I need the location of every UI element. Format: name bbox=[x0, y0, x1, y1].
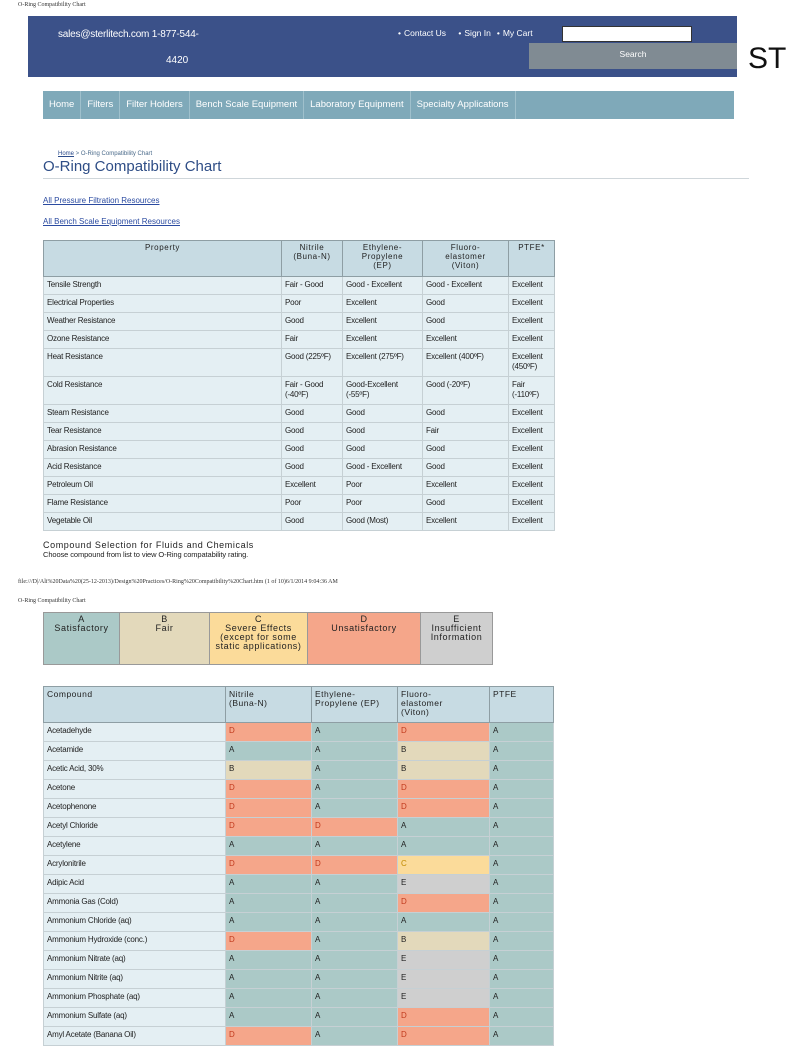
property-value-cell: Good bbox=[282, 405, 343, 423]
compound-name-cell: Adipic Acid bbox=[44, 875, 226, 894]
legend-cell-a bbox=[44, 613, 120, 665]
property-name-cell: Acid Resistance bbox=[44, 459, 282, 477]
property-value-cell: Good bbox=[282, 423, 343, 441]
rating-cell: A bbox=[312, 913, 398, 932]
property-row bbox=[44, 405, 555, 423]
property-value-cell: Poor bbox=[282, 295, 343, 313]
compound-name-cell: Acetylene bbox=[44, 837, 226, 856]
property-value-cell: Excellent (450ºF) bbox=[509, 349, 555, 377]
property-value-cell: Excellent bbox=[509, 423, 555, 441]
rating-cell: A bbox=[490, 837, 554, 856]
rating-cell: A bbox=[312, 723, 398, 742]
property-name-cell: Heat Resistance bbox=[44, 349, 282, 377]
compound-name-cell: Ammonium Phosphate (aq) bbox=[44, 989, 226, 1008]
property-value-cell: Excellent bbox=[509, 313, 555, 331]
property-value-cell: Excellent bbox=[423, 477, 509, 495]
legend-code: E bbox=[453, 614, 460, 624]
contact-us-link[interactable]: Contact Us bbox=[403, 28, 447, 38]
property-name-cell: Petroleum Oil bbox=[44, 477, 282, 495]
property-value-cell: Fair bbox=[282, 331, 343, 349]
property-value-cell: Excellent bbox=[343, 313, 423, 331]
legend-cell-e bbox=[421, 613, 493, 665]
compat-header-cell: Ethylene- Propylene (EP) bbox=[312, 687, 398, 723]
property-value-cell: Good - Excellent bbox=[343, 277, 423, 295]
rating-cell: A bbox=[490, 913, 554, 932]
compound-name-cell: Acetadehyde bbox=[44, 723, 226, 742]
rating-cell: E bbox=[398, 951, 490, 970]
property-value-cell: Good bbox=[282, 459, 343, 477]
rating-cell: A bbox=[490, 761, 554, 780]
print-header-page2: O-Ring Compatibility Chart bbox=[18, 598, 86, 604]
rating-cell: B bbox=[398, 761, 490, 780]
rating-cell: A bbox=[312, 742, 398, 761]
compound-name-cell: Acetic Acid, 30% bbox=[44, 761, 226, 780]
rating-cell: D bbox=[398, 799, 490, 818]
contact-phone-suffix: 4420 bbox=[166, 55, 189, 66]
property-value-cell: Good (225ºF) bbox=[282, 349, 343, 377]
search-input[interactable] bbox=[562, 26, 692, 42]
sign-in-link[interactable]: Sign In bbox=[464, 28, 491, 38]
property-value-cell: Good (Most) bbox=[343, 513, 423, 531]
rating-cell: A bbox=[226, 894, 312, 913]
title-divider bbox=[43, 178, 749, 179]
rating-cell: E bbox=[398, 970, 490, 989]
compound-row bbox=[44, 932, 554, 951]
compat-header-cell: Compound bbox=[44, 687, 226, 723]
rating-cell: D bbox=[312, 818, 398, 837]
property-value-cell: Excellent bbox=[509, 277, 555, 295]
property-row bbox=[44, 349, 555, 377]
property-row bbox=[44, 477, 555, 495]
rating-cell: A bbox=[312, 951, 398, 970]
property-header-cell: Fluoro- elastomer (Viton) bbox=[423, 241, 509, 277]
legend-text: Fair bbox=[155, 623, 174, 633]
compound-row bbox=[44, 723, 554, 742]
compound-name-cell: Ammonia Gas (Cold) bbox=[44, 894, 226, 913]
property-value-cell: Excellent bbox=[509, 405, 555, 423]
property-value-cell: Good bbox=[343, 441, 423, 459]
compound-selection-title: Compound Selection for Fluids and Chemicals bbox=[43, 540, 254, 550]
property-name-cell: Electrical Properties bbox=[44, 295, 282, 313]
property-value-cell: Good bbox=[343, 423, 423, 441]
property-name-cell: Vegetable Oil bbox=[44, 513, 282, 531]
property-value-cell: Good - Excellent bbox=[343, 459, 423, 477]
property-value-cell: Excellent bbox=[509, 441, 555, 459]
rating-cell: A bbox=[398, 818, 490, 837]
property-value-cell: Excellent bbox=[509, 459, 555, 477]
rating-cell: A bbox=[312, 799, 398, 818]
breadcrumb-separator: > bbox=[74, 151, 81, 157]
property-name-cell: Flame Resistance bbox=[44, 495, 282, 513]
property-value-cell: Good - Excellent bbox=[423, 277, 509, 295]
compound-row bbox=[44, 799, 554, 818]
property-value-cell: Good bbox=[282, 513, 343, 531]
rating-cell: A bbox=[312, 932, 398, 951]
rating-cell: D bbox=[398, 1027, 490, 1046]
top-bar bbox=[28, 16, 737, 77]
rating-cell: E bbox=[398, 989, 490, 1008]
property-value-cell: Excellent bbox=[423, 513, 509, 531]
compound-row bbox=[44, 780, 554, 799]
property-header-cell: Nitrile (Buna-N) bbox=[282, 241, 343, 277]
rating-cell: A bbox=[312, 989, 398, 1008]
property-name-cell: Abrasion Resistance bbox=[44, 441, 282, 459]
property-value-cell: Excellent (275ºF) bbox=[343, 349, 423, 377]
brand-logo[interactable]: ST bbox=[748, 42, 786, 75]
compound-row bbox=[44, 970, 554, 989]
rating-cell: A bbox=[226, 875, 312, 894]
property-value-cell: Good bbox=[423, 459, 509, 477]
property-value-cell: Good bbox=[423, 495, 509, 513]
rating-cell: A bbox=[312, 1008, 398, 1027]
property-value-cell: Fair bbox=[423, 423, 509, 441]
property-value-cell: Excellent bbox=[509, 331, 555, 349]
rating-cell: A bbox=[312, 1027, 398, 1046]
compound-name-cell: Acetamide bbox=[44, 742, 226, 761]
property-value-cell: Good bbox=[282, 313, 343, 331]
rating-cell: A bbox=[312, 970, 398, 989]
legend-code: D bbox=[360, 614, 368, 624]
nav-item-filters[interactable]: Filters bbox=[81, 91, 120, 119]
property-row bbox=[44, 295, 555, 313]
property-header-cell: PTFE* bbox=[509, 241, 555, 277]
rating-cell: A bbox=[226, 742, 312, 761]
property-row bbox=[44, 423, 555, 441]
compound-name-cell: Ammonium Sulfate (aq) bbox=[44, 1008, 226, 1027]
property-value-cell: Excellent (400ºF) bbox=[423, 349, 509, 377]
compound-name-cell: Acetophenone bbox=[44, 799, 226, 818]
main-nav bbox=[43, 91, 734, 119]
rating-cell: A bbox=[226, 989, 312, 1008]
breadcrumb-current: O-Ring Compatibility Chart bbox=[80, 151, 153, 157]
rating-cell: C bbox=[398, 856, 490, 875]
legend-code: A bbox=[78, 614, 85, 624]
property-name-cell: Tear Resistance bbox=[44, 423, 282, 441]
property-name-cell: Tensile Strength bbox=[44, 277, 282, 295]
rating-cell: D bbox=[226, 780, 312, 799]
property-value-cell: Excellent bbox=[509, 477, 555, 495]
rating-cell: B bbox=[226, 761, 312, 780]
account-links bbox=[398, 28, 539, 38]
property-value-cell: Fair (-110ºF) bbox=[509, 377, 555, 405]
my-cart-link[interactable]: My Cart bbox=[502, 28, 533, 38]
rating-cell: A bbox=[490, 780, 554, 799]
rating-cell: D bbox=[226, 799, 312, 818]
legend-text: Severe Effects (except for some static applications) bbox=[215, 623, 302, 651]
breadcrumb-home-link[interactable]: Home bbox=[58, 151, 75, 157]
compound-name-cell: Amyl Acetate (Banana Oil) bbox=[44, 1027, 226, 1046]
legend-cell-d bbox=[308, 613, 421, 665]
property-value-cell: Excellent bbox=[343, 331, 423, 349]
legend-text: Satisfactory bbox=[54, 623, 109, 633]
nav-item-bench-scale-equipment[interactable]: Bench Scale Equipment bbox=[190, 91, 304, 119]
compound-name-cell: Acetyl Chloride bbox=[44, 818, 226, 837]
rating-cell: A bbox=[490, 894, 554, 913]
property-value-cell: Excellent bbox=[509, 295, 555, 313]
compound-row bbox=[44, 951, 554, 970]
property-row bbox=[44, 277, 555, 295]
property-row bbox=[44, 495, 555, 513]
compound-row bbox=[44, 989, 554, 1008]
rating-cell: A bbox=[490, 989, 554, 1008]
property-value-cell: Poor bbox=[343, 495, 423, 513]
legend-cell-b bbox=[120, 613, 210, 665]
compound-row bbox=[44, 1027, 554, 1046]
rating-cell: D bbox=[226, 818, 312, 837]
compound-selection-subtitle: Choose compound from list to view O-Ring compatability rating. bbox=[43, 550, 249, 559]
property-value-cell: Good bbox=[343, 405, 423, 423]
compound-row bbox=[44, 818, 554, 837]
rating-cell: A bbox=[490, 799, 554, 818]
property-row bbox=[44, 459, 555, 477]
property-header-cell: Property bbox=[44, 241, 282, 277]
property-row bbox=[44, 513, 555, 531]
rating-cell: D bbox=[226, 856, 312, 875]
nav-item-laboratory-equipment[interactable]: Laboratory Equipment bbox=[304, 91, 410, 119]
compound-row bbox=[44, 875, 554, 894]
legend-text: Unsatisfactory bbox=[331, 623, 397, 633]
compat-header-cell: Nitrile (Buna-N) bbox=[226, 687, 312, 723]
rating-cell: A bbox=[398, 837, 490, 856]
rating-cell: A bbox=[312, 761, 398, 780]
compound-name-cell: Acrylonitrile bbox=[44, 856, 226, 875]
property-row bbox=[44, 313, 555, 331]
compound-row bbox=[44, 913, 554, 932]
compatibility-table bbox=[43, 686, 554, 1046]
rating-cell: D bbox=[226, 1027, 312, 1046]
rating-cell: A bbox=[490, 856, 554, 875]
rating-cell: D bbox=[226, 723, 312, 742]
legend-cell-c bbox=[210, 613, 308, 665]
property-value-cell: Good bbox=[423, 295, 509, 313]
compat-header-cell: PTFE bbox=[490, 687, 554, 723]
rating-cell: D bbox=[398, 894, 490, 913]
property-value-cell: Excellent bbox=[423, 331, 509, 349]
compound-name-cell: Ammonium Chloride (aq) bbox=[44, 913, 226, 932]
rating-cell: A bbox=[226, 837, 312, 856]
property-value-cell: Fair - Good (-40ºF) bbox=[282, 377, 343, 405]
rating-legend bbox=[43, 612, 493, 665]
rating-cell: D bbox=[312, 856, 398, 875]
rating-cell: D bbox=[398, 780, 490, 799]
property-row bbox=[44, 331, 555, 349]
compound-row bbox=[44, 1008, 554, 1027]
compound-row bbox=[44, 894, 554, 913]
rating-cell: A bbox=[490, 818, 554, 837]
rating-cell: A bbox=[398, 913, 490, 932]
compound-name-cell: Ammonium Nitrite (aq) bbox=[44, 970, 226, 989]
compound-row bbox=[44, 761, 554, 780]
legend-text: Insufficient Information bbox=[430, 623, 483, 642]
print-header-top: O-Ring Compatibility Chart bbox=[18, 2, 86, 8]
property-name-cell: Ozone Resistance bbox=[44, 331, 282, 349]
rating-cell: A bbox=[490, 723, 554, 742]
property-row bbox=[44, 441, 555, 459]
property-value-cell: Good bbox=[423, 441, 509, 459]
rating-cell: A bbox=[490, 1027, 554, 1046]
property-value-cell: Excellent bbox=[282, 477, 343, 495]
compound-name-cell: Ammonium Nitrate (aq) bbox=[44, 951, 226, 970]
property-value-cell: Good bbox=[423, 405, 509, 423]
property-name-cell: Steam Resistance bbox=[44, 405, 282, 423]
property-name-cell: Weather Resistance bbox=[44, 313, 282, 331]
rating-cell: E bbox=[398, 875, 490, 894]
property-value-cell: Poor bbox=[343, 477, 423, 495]
rating-cell: D bbox=[226, 932, 312, 951]
property-header-cell: Ethylene- Propylene (EP) bbox=[343, 241, 423, 277]
property-value-cell: Excellent bbox=[509, 495, 555, 513]
nav-item-specialty-applications[interactable]: Specialty Applications bbox=[411, 91, 516, 119]
bullet-icon: • bbox=[458, 28, 462, 38]
property-name-cell: Cold Resistance bbox=[44, 377, 282, 405]
rating-cell: B bbox=[398, 932, 490, 951]
property-table bbox=[43, 240, 555, 531]
compat-header-cell: Fluoro- elastomer (Viton) bbox=[398, 687, 490, 723]
property-value-cell: Excellent bbox=[343, 295, 423, 313]
property-row bbox=[44, 377, 555, 405]
rating-cell: A bbox=[226, 951, 312, 970]
property-value-cell: Fair - Good bbox=[282, 277, 343, 295]
rating-cell: A bbox=[226, 913, 312, 932]
legend-code: C bbox=[254, 614, 263, 624]
nav-item-filter-holders[interactable]: Filter Holders bbox=[120, 91, 190, 119]
bullet-icon: • bbox=[398, 28, 401, 38]
page-title: O-Ring Compatibility Chart bbox=[43, 158, 222, 175]
rating-cell: B bbox=[398, 742, 490, 761]
pressure-filtration-resources-link[interactable]: All Pressure Filtration Resources bbox=[43, 196, 160, 205]
property-value-cell: Excellent bbox=[509, 513, 555, 531]
property-value-cell: Good (-20ºF) bbox=[423, 377, 509, 405]
compound-name-cell: Ammonium Hydroxide (conc.) bbox=[44, 932, 226, 951]
breadcrumb bbox=[58, 151, 152, 157]
nav-item-home[interactable]: Home bbox=[43, 91, 81, 119]
rating-cell: A bbox=[490, 932, 554, 951]
rating-cell: A bbox=[226, 1008, 312, 1027]
rating-cell: A bbox=[490, 1008, 554, 1027]
rating-cell: A bbox=[312, 780, 398, 799]
property-value-cell: Good bbox=[423, 313, 509, 331]
compound-name-cell: Acetone bbox=[44, 780, 226, 799]
rating-cell: A bbox=[312, 837, 398, 856]
rating-cell: A bbox=[490, 742, 554, 761]
compound-row bbox=[44, 837, 554, 856]
contact-email-phone[interactable]: sales@sterlitech.com 1-877-544- bbox=[58, 29, 199, 40]
bullet-icon: • bbox=[496, 28, 500, 38]
property-value-cell: Good bbox=[282, 441, 343, 459]
rating-cell: A bbox=[312, 894, 398, 913]
search-button[interactable]: Search bbox=[529, 43, 737, 69]
compound-row bbox=[44, 856, 554, 875]
rating-cell: A bbox=[226, 970, 312, 989]
rating-cell: A bbox=[312, 875, 398, 894]
rating-cell: D bbox=[398, 1008, 490, 1027]
rating-cell: A bbox=[490, 875, 554, 894]
rating-cell: A bbox=[490, 951, 554, 970]
compound-row bbox=[44, 742, 554, 761]
rating-cell: A bbox=[490, 970, 554, 989]
rating-cell: D bbox=[398, 723, 490, 742]
legend-code: B bbox=[161, 614, 168, 624]
property-value-cell: Poor bbox=[282, 495, 343, 513]
print-footer-path: file:///D|/Ali%20Data%20(25-12-2013)/Design%20Practices/O-Ring%20Compatibility%20Chart.htm (1 of 10)6/1/2014 9:04:36 AM bbox=[18, 579, 338, 585]
property-value-cell: Good-Excellent (-55ºF) bbox=[343, 377, 423, 405]
bench-scale-resources-link[interactable]: All Bench Scale Equipment Resources bbox=[43, 217, 180, 226]
